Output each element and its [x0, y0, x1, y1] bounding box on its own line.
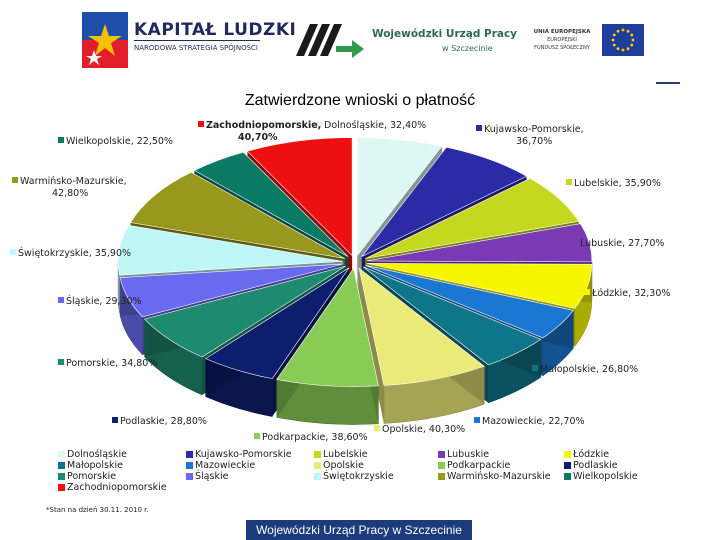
legend-swatch — [314, 451, 321, 458]
data-label-swatch — [474, 417, 480, 423]
legend-label: Warmińsko-Mazurskie — [447, 471, 551, 482]
legend-item — [58, 449, 127, 460]
legend-label: Małopolskie — [67, 460, 123, 471]
legend-label: Świętokrzyskie — [323, 471, 394, 482]
legend-item — [438, 449, 489, 460]
data-label-swatch — [374, 425, 380, 431]
kapital-ludzki-subtitle: NARODOWA STRATEGIA SPÓJNOŚCI — [134, 44, 258, 52]
eu-line2: EUROPEJSKI — [547, 37, 577, 43]
legend-label: Dolnośląskie — [67, 449, 127, 460]
legend-item — [314, 460, 364, 471]
legend-swatch — [438, 462, 445, 469]
wup-logo — [292, 16, 518, 66]
data-label — [58, 358, 157, 369]
data-label — [12, 176, 127, 199]
legend-label: Lubelskie — [323, 449, 368, 460]
eu-flag-icon — [602, 24, 644, 56]
data-label — [474, 416, 585, 427]
eu-text — [530, 28, 594, 52]
data-label — [476, 124, 584, 147]
legend-label: Śląskie — [195, 471, 229, 482]
legend-swatch — [564, 473, 571, 480]
data-label — [254, 432, 368, 442]
data-label — [10, 247, 131, 259]
data-label-text: Wielkopolskie, 22,50% — [66, 136, 173, 147]
legend-label: Podkarpackie — [447, 460, 511, 471]
legend-item — [58, 482, 167, 493]
data-label-text: Podlaskie, 28,80% — [120, 416, 207, 427]
data-label-swatch — [58, 297, 64, 303]
data-label-swatch — [476, 125, 482, 131]
data-label — [374, 424, 465, 435]
legend-swatch — [58, 462, 65, 469]
legend-item — [564, 449, 609, 460]
data-label-swatch — [10, 249, 16, 255]
data-label — [572, 238, 664, 249]
legend-item — [564, 460, 618, 471]
legend-swatch — [58, 484, 65, 491]
legend-label: Łódzkie — [573, 449, 610, 460]
data-label-text: Dolnośląskie, 32,40% — [324, 120, 427, 131]
data-label — [316, 120, 426, 131]
wup-title: Wojewódzki Urząd Pracy — [372, 28, 518, 40]
data-label — [198, 120, 321, 143]
legend-item — [186, 449, 292, 460]
legend-label: Kujawsko-Pomorskie — [195, 449, 292, 460]
legend-label: Podlaskie — [573, 460, 618, 471]
data-label-text: Śląskie, 29,30% — [66, 296, 142, 307]
legend-label: Pomorskie — [67, 471, 117, 482]
data-label-text: Opolskie, 40,30% — [382, 424, 466, 435]
legend-item — [58, 460, 123, 471]
legend-label: Wielkopolskie — [573, 471, 638, 482]
data-label-swatch — [58, 359, 64, 365]
eu-logo — [530, 24, 648, 64]
data-label-text: Łódzkie, 32,30% — [592, 288, 671, 299]
data-label-swatch — [566, 179, 572, 185]
legend-swatch — [314, 462, 321, 469]
data-label-text: Zachodniopomorskie, 40,70% — [206, 120, 322, 143]
kapital-divider — [134, 40, 260, 41]
data-label-text: Warmińsko-Mazurskie, 42,80% — [20, 176, 127, 199]
footnote: *Stan na dzień 30.11. 2010 r. — [46, 506, 149, 514]
data-label-swatch — [584, 289, 590, 295]
poland-flag-star-icon — [82, 12, 128, 68]
data-label-swatch — [58, 137, 64, 143]
pie-chart — [0, 112, 720, 442]
header — [0, 0, 720, 84]
footer-banner: Wojewódzki Urząd Pracy w Szczecinie — [246, 520, 472, 540]
legend-item — [58, 471, 116, 482]
data-label-text: Mazowieckie, 22,70% — [482, 416, 585, 427]
legend-label: Opolskie — [323, 460, 364, 471]
data-label-text: Świętokrzyskie, 35,90% — [18, 248, 132, 259]
kapital-ludzki-logo — [82, 12, 297, 72]
legend-item — [314, 471, 394, 482]
header-rule — [656, 82, 680, 84]
data-label-swatch — [532, 365, 538, 371]
data-label-text: Podkarpackie, 38,60% — [262, 432, 368, 442]
legend-swatch — [186, 462, 193, 469]
eu-line1: UNIA EUROPEJSKA — [533, 29, 591, 35]
legend-item — [186, 460, 255, 471]
legend-item — [314, 449, 368, 460]
legend-swatch — [58, 473, 65, 480]
data-label-text: Lubuskie, 27,70% — [580, 238, 665, 249]
legend-item — [438, 460, 510, 471]
legend-swatch — [564, 462, 571, 469]
data-label-swatch — [198, 121, 204, 127]
data-label-text: Kujawsko-Pomorskie, 36,70% — [484, 124, 584, 147]
legend-swatch — [438, 473, 445, 480]
wup-city: w Szczecinie — [442, 44, 493, 53]
data-label-swatch — [12, 177, 18, 183]
data-label — [58, 295, 142, 307]
data-label-swatch — [254, 433, 260, 439]
legend-swatch — [58, 451, 65, 458]
legend-swatch — [186, 473, 193, 480]
chart-title: Zatwierdzone wnioski o płatność — [244, 92, 476, 109]
data-label — [584, 288, 670, 299]
legend-item — [438, 471, 551, 482]
legend-swatch — [438, 451, 445, 458]
data-label — [532, 364, 638, 375]
data-label — [566, 178, 661, 189]
data-label-text: Pomorskie, 34,80% — [66, 358, 158, 369]
legend-label: Lubuskie — [447, 449, 490, 460]
eu-line3: FUNDUSZ SPOŁECZNY — [534, 45, 590, 51]
wup-emblem-icon — [292, 16, 366, 62]
data-label-text: Małopolskie, 26,80% — [540, 364, 639, 375]
legend-item — [564, 471, 638, 482]
legend-swatch — [186, 451, 193, 458]
data-label-swatch — [572, 239, 578, 245]
legend-label: Mazowieckie — [195, 460, 256, 471]
legend-swatch — [564, 451, 571, 458]
kapital-ludzki-title: KAPITAŁ LUDZKI — [134, 20, 297, 40]
data-label-text: Lubelskie, 35,90% — [574, 178, 661, 189]
legend-label: Zachodniopomorskie — [67, 482, 167, 493]
legend-swatch — [314, 473, 321, 480]
legend-item — [186, 471, 228, 482]
data-label — [112, 416, 207, 427]
data-label — [58, 136, 173, 147]
data-label-swatch — [112, 417, 118, 423]
